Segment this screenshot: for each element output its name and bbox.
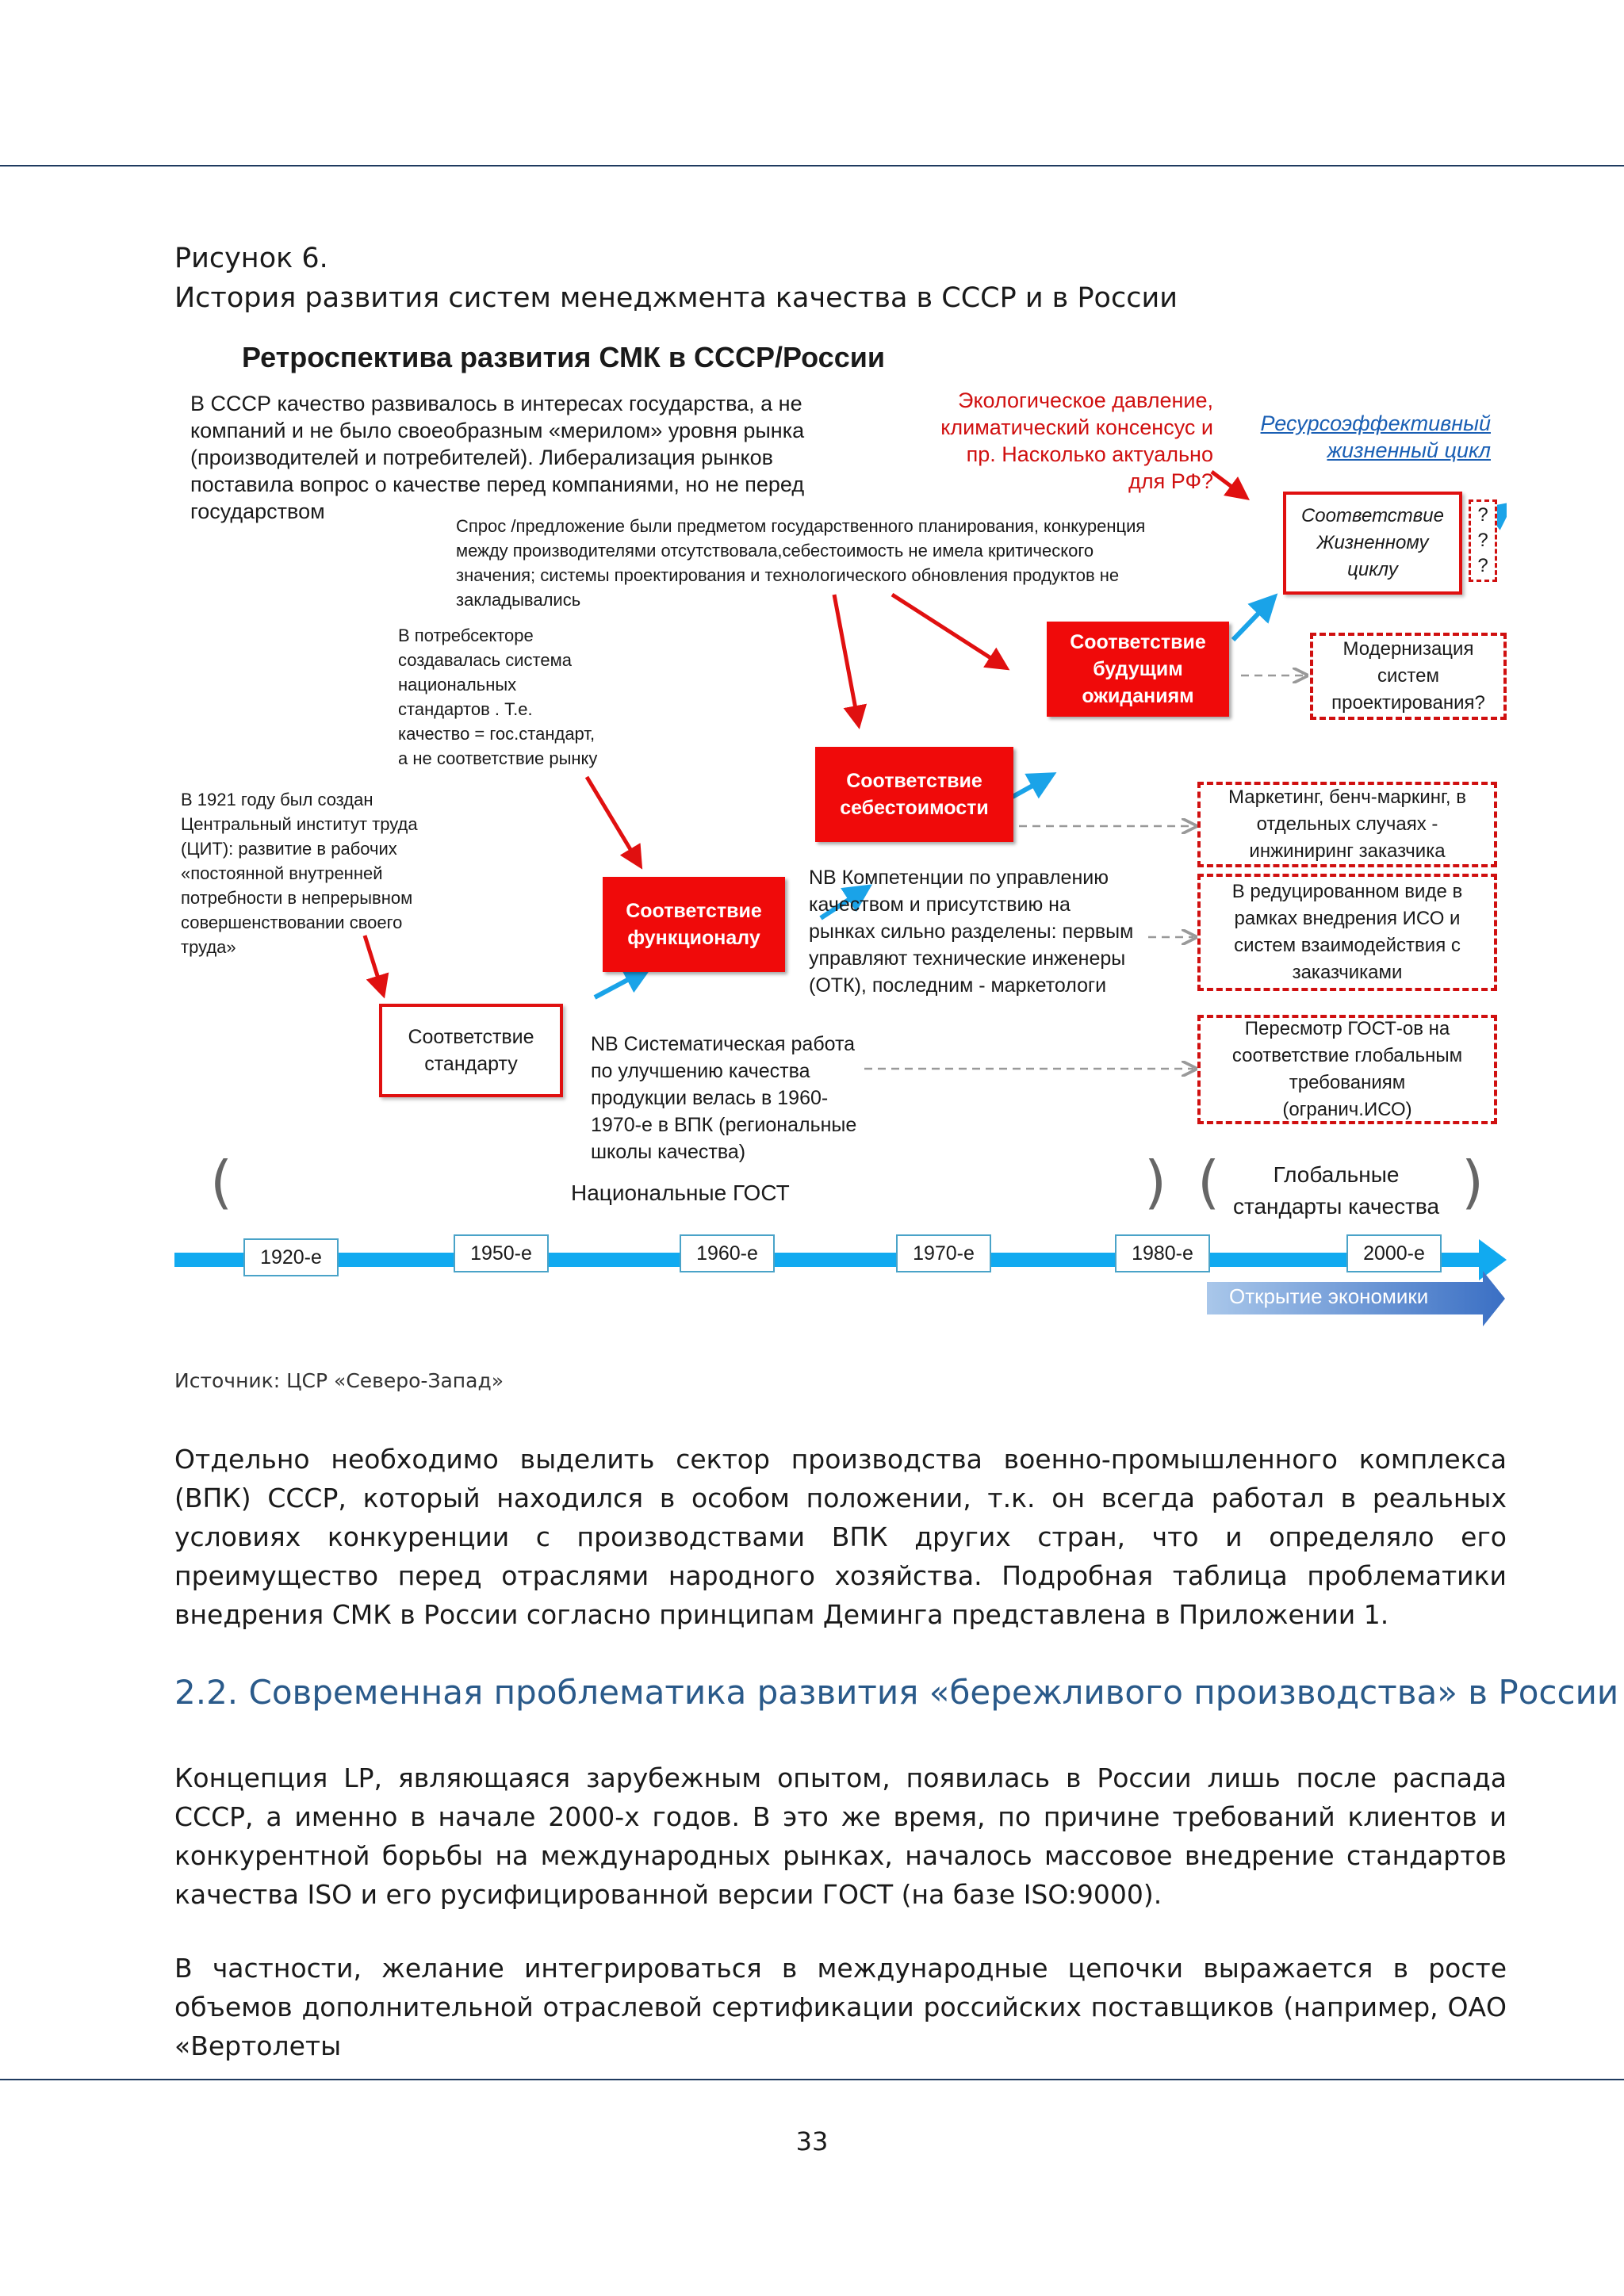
global-standards-label: Глобальные стандарты качества	[1232, 1162, 1440, 1219]
question-marks: ? ? ?	[1469, 499, 1497, 582]
figure-title: История развития систем менеджмента качества в СССР и в России	[174, 282, 1178, 314]
nb-systematic-text: NB Систематическая работа по улучшению качества продукции велась в 1960- 1970-е в ВПК (региональные школы качества)	[591, 1033, 857, 1163]
bracket-right-national: )	[1144, 1149, 1167, 1215]
year-1960: 1960-е	[680, 1234, 775, 1272]
supply-demand-text: Спрос /предложение были предметом государственного планирования, конкуренция между производителями отсутствовала,себестоимость не имела критического значения; системы проектирования и технологического обновления продуктов не закладывались	[456, 516, 1146, 610]
step-future: Соответствие будущим ожиданиям	[1047, 622, 1229, 717]
bracket-right-global: )	[1461, 1149, 1484, 1215]
diagram-title: Ретроспектива развития СМК в СССР/России	[242, 341, 885, 373]
cit-text: В 1921 году был создан Центральный институт труда (ЦИТ): развитие в рабочих «постоянной внутренней потребности в непрерывном совершенствовании своего труда»	[181, 790, 418, 957]
arrow-blue-cost-to-future	[1013, 777, 1048, 797]
figure-label: Рисунок 6.	[174, 243, 328, 274]
section-heading: 2.2. Современная проблематика развития «бережливого производства» в России	[174, 1673, 1619, 1712]
step-lifecycle: Соответствие Жизненному циклу	[1283, 492, 1462, 595]
consumer-sector-text: В потребсекторе создавалась система национальных стандартов . Т.е. качество = гос.стандарт, а не соответствие рынку	[398, 626, 598, 768]
year-1970: 1970-е	[896, 1234, 991, 1272]
paragraph-vpk: Отдельно необходимо выделить сектор производства военно-промышленного комплекса (ВПК) СССР, который находился в особом положении, т.к. он всегда работал в реальных условиях конкуренции с производствами ВПК других стран, что и определяло его преимущество перед отраслями народного хозяйства. Подробная таблица проблематики внедрения СМК в России согласно принципам Деминга представлена в Приложении 1.	[174, 1444, 1507, 1630]
bracket-left-national: (	[210, 1149, 233, 1215]
arrow-red-eco	[1212, 472, 1243, 496]
bottom-rule	[0, 2079, 1624, 2080]
step-standard: Соответствие стандарту	[379, 1004, 563, 1097]
national-gost-label: Национальные ГОСТ	[571, 1181, 790, 1205]
step-cost: Соответствие себестоимости	[815, 747, 1013, 842]
figure-source: Источник: ЦСР «Северо-Запад»	[174, 1369, 504, 1392]
paragraph-lp: Концепция LP, являющаяся зарубежным опытом, появилась в России лишь после распада СССР, а именно в начале 2000-х годов. В это же время, по причине требований клиентов и конкурентной борьбы на международных рынках, началось массовое внедрение стандартов качества ISO и его русифицированной версии ГОСТ (на базе ISO:9000).	[174, 1762, 1507, 1910]
dashed-marketing: Маркетинг, бенч-маркинг, в отдельных случаях - инжиниринг заказчика	[1197, 782, 1497, 867]
open-economy-label: Открытие экономики	[1229, 1284, 1429, 1308]
eco-text: Экологическое давление, климатический консенсус и пр. Насколько актуально для РФ?	[940, 388, 1213, 493]
qms-history-diagram	[174, 333, 1507, 1332]
nb-competence-text: NB Компетенции по управлению качеством и присутствию на рынках сильно разделены: первым управляют технические инженеры (ОТК), последним - маркетологи	[809, 867, 1134, 997]
year-1980: 1980-е	[1115, 1234, 1210, 1272]
timeline-bar	[174, 1253, 1483, 1267]
arrow-red-consumer	[587, 777, 638, 863]
arrow-blue-1	[595, 971, 644, 997]
step-function: Соответствие функционалу	[603, 877, 785, 972]
bracket-left-global: (	[1197, 1149, 1220, 1215]
dashed-gost-review: Пересмотр ГОСТ-ов на соответствие глобальным требованиям (огранич.ИСО)	[1197, 1015, 1497, 1124]
intro-text: В СССР качество развивалось в интересах государства, а не компаний и не было своеобразным «мерилом» уровня рынка (производителей и потребителей). Либерализация рынков поставила вопрос о качестве перед компаниями, но не перед государством	[190, 392, 805, 523]
page-number: 33	[795, 2126, 829, 2156]
year-1950: 1950-е	[454, 1234, 549, 1272]
resource-efficient-link[interactable]: Ресурсоэффективный жизненный цикл	[1260, 411, 1491, 462]
year-1920: 1920-е	[243, 1238, 339, 1276]
arrow-red-supply-1	[834, 595, 858, 721]
dashed-modernization: Модернизация систем проектирования?	[1310, 633, 1507, 720]
top-rule	[0, 165, 1624, 166]
year-2000: 2000-е	[1346, 1234, 1442, 1272]
dashed-reduced: В редуцированном виде в рамках внедрения ИСО и систем взаимодействия с заказчиками	[1197, 874, 1497, 991]
paragraph-integration: В частности, желание интегрироваться в международные цепочки выражается в росте объемов дополнительной отраслевой сертификации российских поставщиков (например, ОАО «Вертолеты	[174, 1953, 1507, 2061]
